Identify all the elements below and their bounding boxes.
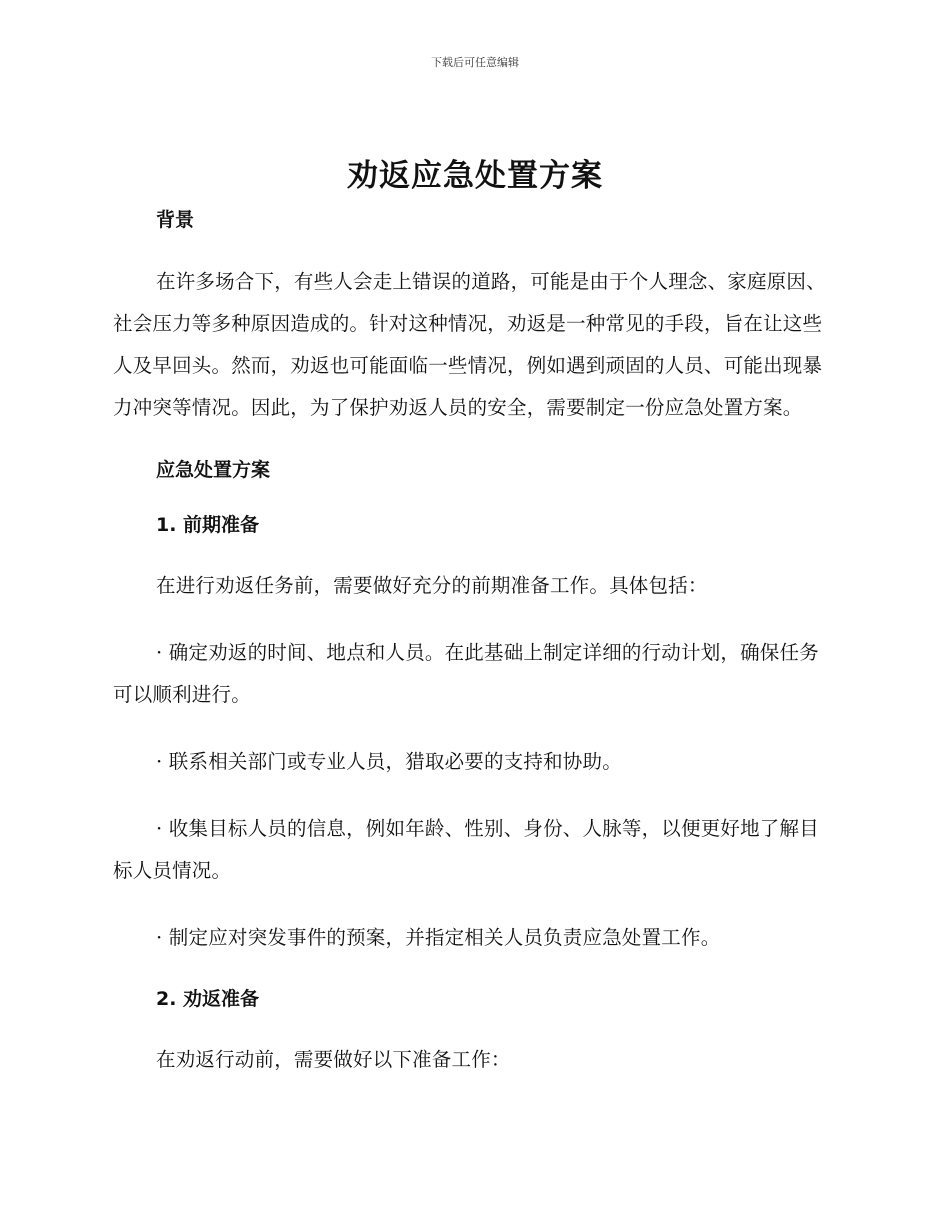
list-item: · 制定应对突发事件的预案，并指定相关人员负责应急处置工作。 (156, 926, 721, 949)
paragraph-background: 在许多场合下，有些人会走上错误的道路，可能是由于个人理念、家庭原因、社会压力等多种原因造成的。针对这种情况，劝返是一种常见的手段，旨在让这些人及早回头。然而，劝返也可能面临一些情况，例如遇到顽固的人员、可能出现暴力冲突等情况。因此，为了保护劝返人员的安全，需要制定一份应急处置方案。 (113, 270, 826, 419)
section-heading-plan: 应急处置方案 (156, 459, 271, 481)
page-header-note: 下载后可任意编辑 (431, 56, 519, 69)
list-item: · 收集目标人员的信息，例如年龄、性别、身份、人脉等，以便更好地了解目标人员情况。 (113, 817, 819, 882)
list-item: · 确定劝返的时间、地点和人员。在此基础上制定详细的行动计划，确保任务可以顺利进行。 (113, 641, 819, 706)
document-body (113, 205, 835, 1081)
section-heading-background: 背景 (156, 209, 195, 231)
section-heading-persuasion: 2. 劝返准备 (156, 988, 260, 1010)
paragraph-preparation-intro: 在进行劝返任务前，需要做好充分的前期准备工作。具体包括： (156, 574, 708, 597)
paragraph-persuasion-intro: 在劝返行动前，需要做好以下准备工作： (156, 1048, 511, 1071)
document-title: 劝返应急处置方案 (347, 158, 603, 194)
list-item: · 联系相关部门或专业人员，猎取必要的支持和协助。 (156, 750, 622, 773)
section-heading-preparation: 1. 前期准备 (156, 514, 260, 536)
